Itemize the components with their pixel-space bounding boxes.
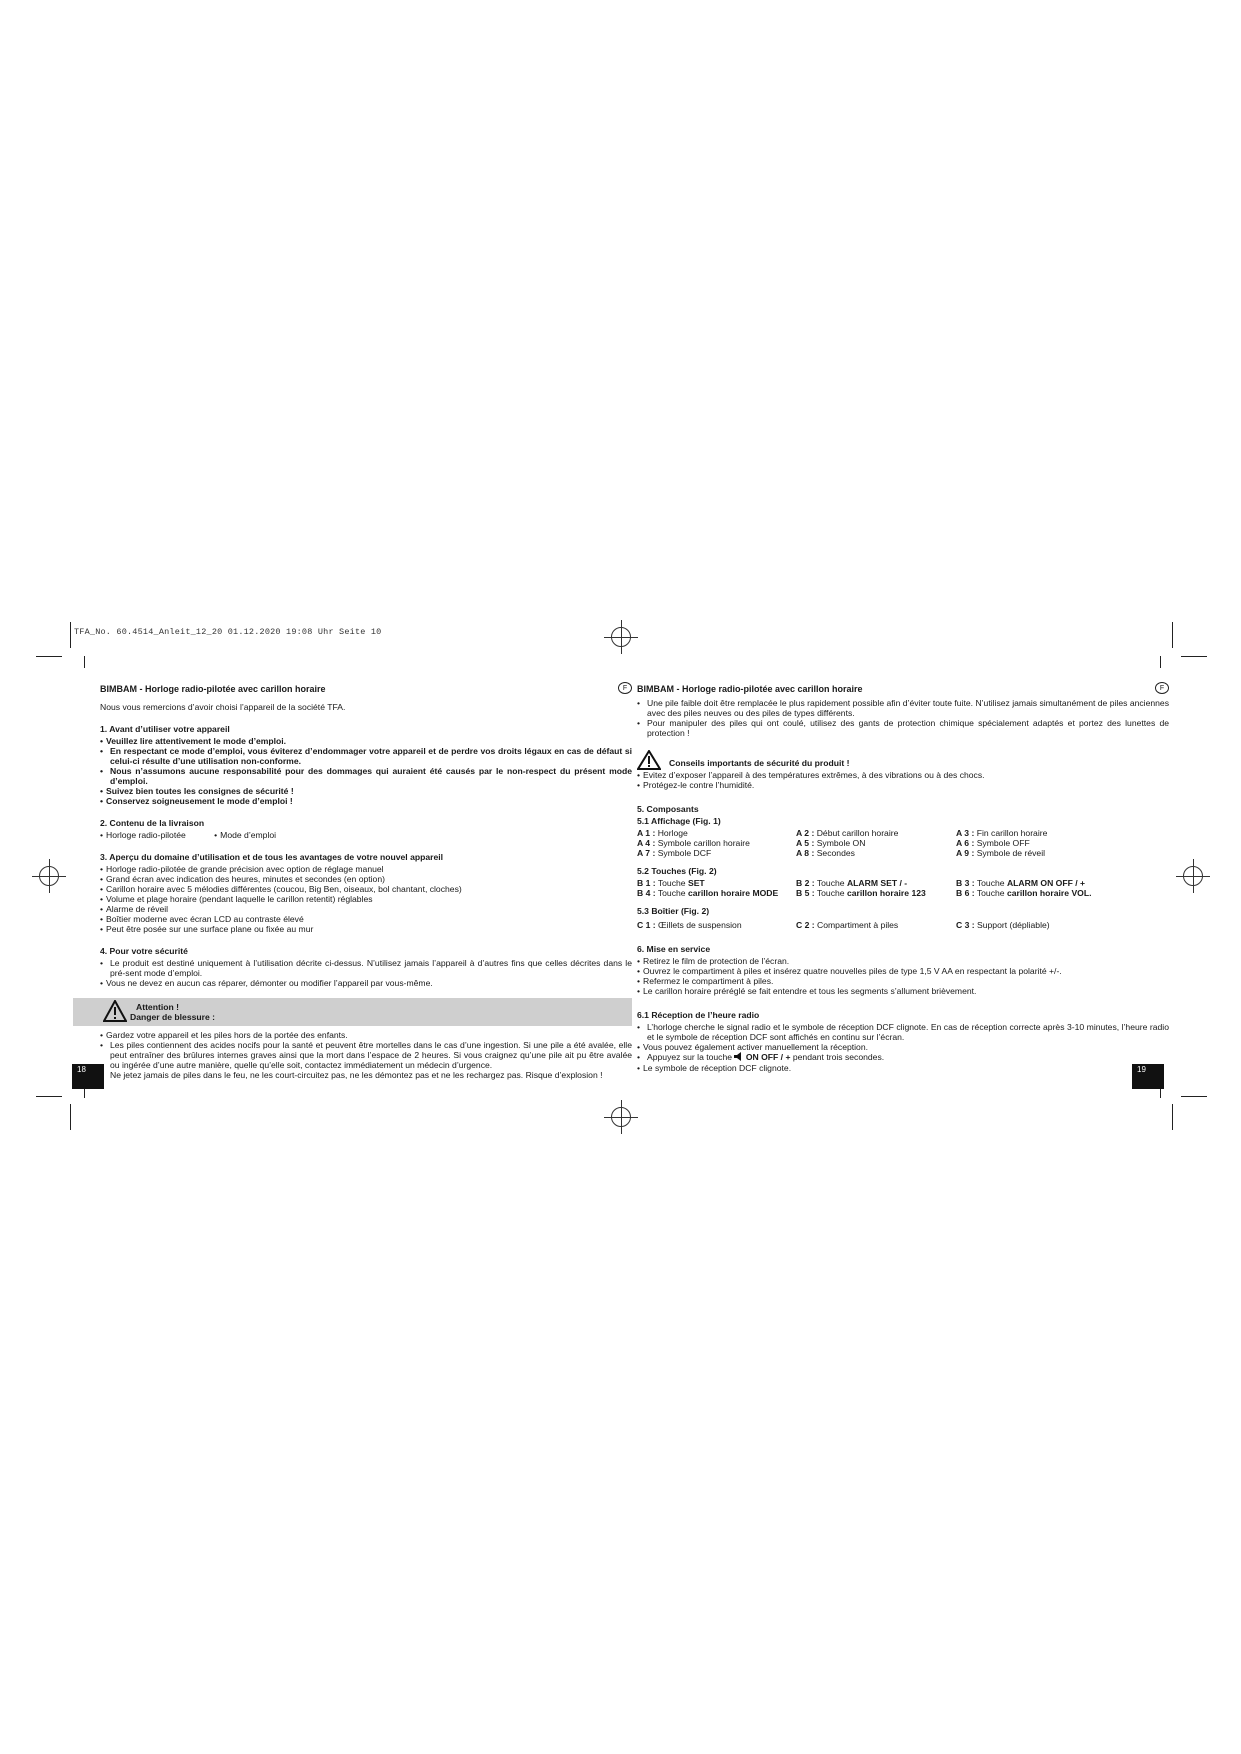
- component-item: A 3 : Fin carillon horaire: [956, 828, 1048, 838]
- warning-icon: [637, 750, 661, 770]
- registration-mark: [611, 1107, 631, 1127]
- list-item: • Suivez bien toutes les consignes de sécurité !: [100, 786, 632, 796]
- safety-list: [100, 1030, 632, 1080]
- list-item: • Vous pouvez également activer manuellement la réception.: [637, 1042, 1169, 1052]
- page-left: [100, 684, 632, 1080]
- component-item: A 4 : Symbole carillon horaire: [637, 838, 750, 848]
- list-item: • En respectant ce mode d’emploi, vous éviterez d’endommager votre appareil et de perdre vos droits légaux en cas de défaut si celui-ci résulte d’une utilisation non-conforme.: [100, 746, 632, 766]
- registration-mark: [39, 866, 59, 886]
- list-item: • Alarme de réveil: [100, 904, 632, 914]
- list-item: • Carillon horaire avec 5 mélodies différentes (coucou, Big Ben, oiseaux, bol chantant, cloches): [100, 884, 632, 894]
- list-item: • Evitez d’exposer l’appareil à des températures extrêmes, à des vibrations ou à des chocs.: [637, 770, 1169, 780]
- crop-mark: [1160, 656, 1161, 668]
- battery-list: [637, 698, 1169, 738]
- speaker-icon: [734, 1052, 743, 1063]
- key-item: B 6 : Touche carillon horaire VOL.: [956, 888, 1092, 898]
- list-item: • Boîtier moderne avec écran LCD au contraste élevé: [100, 914, 632, 924]
- list-item: • Le produit est destiné uniquement à l’utilisation décrite ci-dessus. N’utilisez jamais l’appareil à d’autres fins que celles décrites dans le pré-sent mode d’emploi.: [100, 958, 632, 978]
- list-item: • Ouvrez le compartiment à piles et insérez quatre nouvelles piles de type 1,5 V AA en respectant la polarité +/-.: [637, 966, 1169, 976]
- subsection-title: 5.2 Touches (Fig. 2): [637, 866, 717, 876]
- section-title: 6. Mise en service: [637, 944, 711, 954]
- list-item: • Protégez-le contre l’humidité.: [637, 780, 1169, 790]
- key-item: B 1 : Touche SET: [637, 878, 705, 888]
- component-item: A 8 : Secondes: [796, 848, 855, 858]
- section-2-list: [100, 830, 632, 840]
- keys-grid: [637, 878, 1169, 898]
- safety-title: Conseils importants de sécurité du produit !: [669, 758, 850, 768]
- registration-mark: [611, 627, 631, 647]
- intro-text: Nous vous remercions d’avoir choisi l’appareil de la société TFA.: [100, 702, 346, 712]
- radio-reception-list: [637, 1022, 1169, 1073]
- page-number: 18: [72, 1064, 104, 1089]
- list-item: • Refermez le compartiment à piles.: [637, 976, 1169, 986]
- section-title: 3. Aperçu du domaine d’utilisation et de tous les avantages de votre nouvel appareil: [100, 852, 444, 862]
- section-4-list: [100, 958, 632, 988]
- section-title: 5. Composants: [637, 804, 699, 814]
- crop-mark: [36, 1096, 62, 1097]
- list-item: • Le carillon horaire préréglé se fait entendre et tous les segments s’allument brièvement.: [637, 986, 1169, 996]
- product-safety-list: [637, 770, 1169, 790]
- crop-mark: [84, 656, 85, 668]
- key-item: B 5 : Touche carillon horaire 123: [796, 888, 926, 898]
- attention-title: Attention !: [136, 1002, 179, 1012]
- crop-mark: [70, 622, 71, 648]
- section-title: 2. Contenu de la livraison: [100, 818, 205, 828]
- section-title: 4. Pour votre sécurité: [100, 946, 188, 956]
- list-item: • Ne jetez jamais de piles dans le feu, ne les court-circuitez pas, ne les démontez pas et ne les rechargez pas. Risque d’explosion !: [100, 1070, 632, 1080]
- section-3-list: [100, 864, 632, 934]
- language-badge: F: [1155, 682, 1169, 694]
- component-item: A 2 : Début carillon horaire: [796, 828, 899, 838]
- key-item: B 2 : Touche ALARM SET / -: [796, 878, 908, 888]
- page-header: BIMBAM - Horloge radio-pilotée avec carillon horaire: [637, 684, 863, 694]
- component-item: A 1 : Horloge: [637, 828, 688, 838]
- component-item: A 7 : Symbole DCF: [637, 848, 712, 858]
- subsection-title: 5.1 Affichage (Fig. 1): [637, 816, 721, 826]
- registration-mark: [1183, 866, 1203, 886]
- crop-mark: [1172, 622, 1173, 648]
- component-item: A 5 : Symbole ON: [796, 838, 866, 848]
- attention-box: [73, 998, 632, 1026]
- list-item: • Pour manipuler des piles qui ont coulé, utilisez des gants de protection chimique spécialement adaptés et portez des lunettes de protection !: [637, 718, 1169, 738]
- list-item: • Une pile faible doit être remplacée le plus rapidement possible afin d’éviter toute fuite. N’utilisez jamais simultanément de piles anciennes avec des piles neuves ou des piles de types différents.: [637, 698, 1169, 718]
- crop-mark: [1172, 1104, 1173, 1130]
- list-item: • Volume et plage horaire (pendant laquelle le carillon retentit) réglables: [100, 894, 632, 904]
- key-item: B 4 : Touche carillon horaire MODE: [637, 888, 779, 898]
- list-item: • Mode d’emploi: [214, 830, 276, 840]
- key-item: B 3 : Touche ALARM ON OFF / +: [956, 878, 1086, 888]
- subsection-title: 5.3 Boîtier (Fig. 2): [637, 906, 710, 916]
- warning-icon: [103, 1000, 127, 1022]
- list-item: • Veuillez lire attentivement le mode d’emploi.: [100, 736, 632, 746]
- crop-mark: [1181, 656, 1207, 657]
- list-item: • Les piles contiennent des acides nocifs pour la santé et peuvent être mortelles dans le cas d’une ingestion. Si une pile a été avalée, elle peut entraîner des brûlures internes graves ainsi que la mort dans l’espace de 2 heures. Si vous craignez qu’une pile ait pu être avalée ou ingérée d’une autre manière, quelle qu’elle soit, contactez immédiatement un médecin d’urgence.: [100, 1040, 632, 1070]
- housing-item: C 2 : Compartiment à piles: [796, 920, 899, 930]
- housing-item: C 1 : Œillets de suspension: [637, 920, 742, 930]
- list-item: • Nous n’assumons aucune responsabilité pour des dommages qui auraient été causés par le non-respect du présent mode d’emploi.: [100, 766, 632, 786]
- list-item: • Horloge radio-pilotée: [100, 830, 186, 840]
- printer-slug: TFA_No. 60.4514_Anleit_12_20 01.12.2020 19:08 Uhr Seite 10: [74, 627, 382, 637]
- attention-subtitle: Danger de blessure :: [130, 1012, 216, 1022]
- housing-item: C 3 : Support (dépliable): [956, 920, 1050, 930]
- setup-list: [637, 956, 1169, 996]
- page-number: 19: [1132, 1064, 1164, 1089]
- list-item: • Conservez soigneusement le mode d’emploi !: [100, 796, 632, 806]
- section-title: 1. Avant d’utiliser votre appareil: [100, 724, 230, 734]
- crop-mark: [1181, 1096, 1207, 1097]
- list-item: • Le symbole de réception DCF clignote.: [637, 1063, 1169, 1073]
- component-item: A 9 : Symbole de réveil: [956, 848, 1046, 858]
- list-item: • Vous ne devez en aucun cas réparer, démonter ou modifier l’appareil par vous-même.: [100, 978, 632, 988]
- safety-heading: [637, 750, 1169, 770]
- list-item: • Horloge radio-pilotée de grande précision avec option de réglage manuel: [100, 864, 632, 874]
- list-item: • Peut être posée sur une surface plane ou fixée au mur: [100, 924, 632, 934]
- housing-grid: [637, 920, 1169, 930]
- section-1-list: [100, 736, 632, 806]
- page-header: BIMBAM - Horloge radio-pilotée avec carillon horaire: [100, 684, 326, 694]
- crop-mark: [36, 656, 62, 657]
- crop-mark: [70, 1104, 71, 1130]
- page-right: [637, 684, 1169, 1073]
- list-item: • Appuyez sur la touche ON OFF / + pendant trois secondes.: [637, 1052, 1169, 1063]
- display-components-grid: [637, 828, 1169, 858]
- language-badge: F: [618, 682, 632, 694]
- component-item: A 6 : Symbole OFF: [956, 838, 1030, 848]
- list-item: • Retirez le film de protection de l’écran.: [637, 956, 1169, 966]
- list-item: • Grand écran avec indication des heures, minutes et secondes (en option): [100, 874, 632, 884]
- list-item: • Gardez votre appareil et les piles hors de la portée des enfants.: [100, 1030, 632, 1040]
- list-item: • L’horloge cherche le signal radio et le symbole de réception DCF clignote. En cas de réception correcte après 3-10 minutes, l’heure radio et le symbole de réception DCF sont affichés en continu sur l’écran.: [637, 1022, 1169, 1042]
- section-title: 6.1 Réception de l’heure radio: [637, 1010, 760, 1020]
